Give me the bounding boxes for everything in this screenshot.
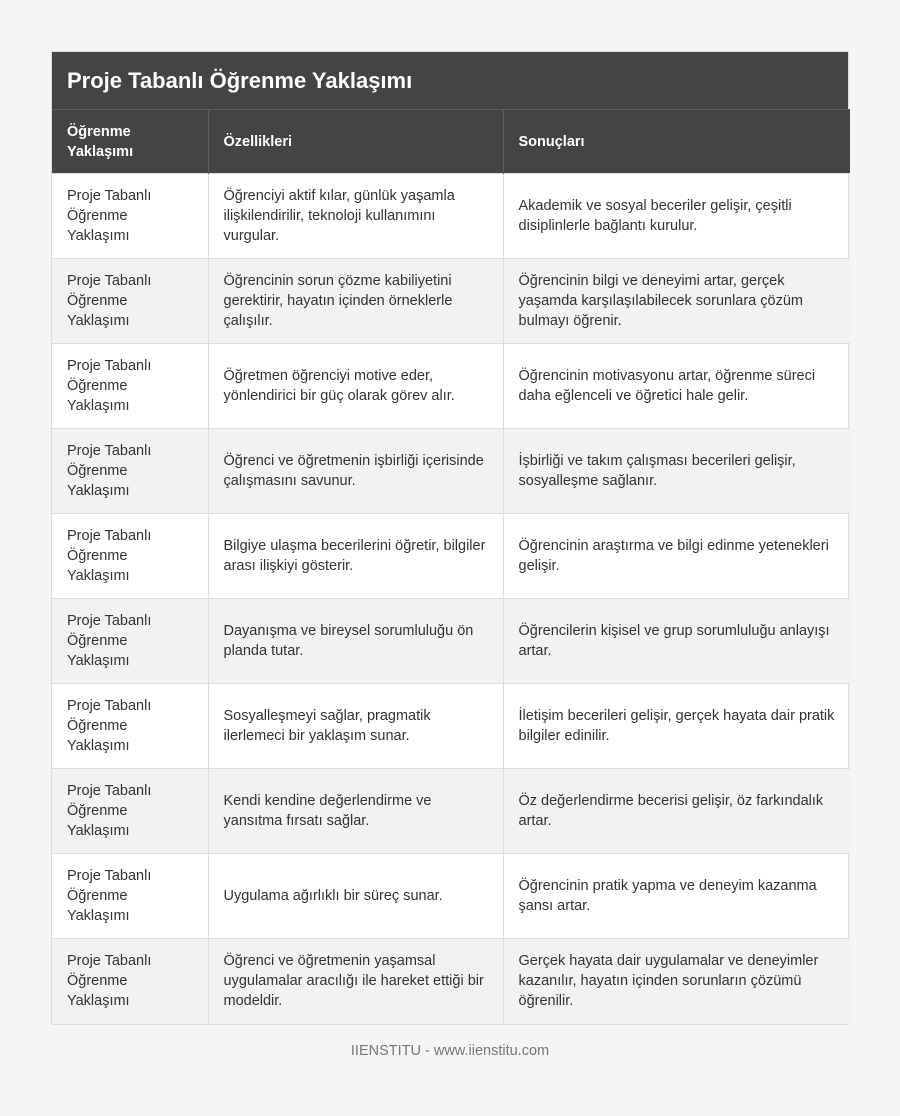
- table-row: [52, 939, 850, 1024]
- cell-results: Öğrencinin araştırma ve bilgi edinme yetenekleri gelişir.: [503, 514, 850, 599]
- table-row: [52, 174, 850, 259]
- cell-results: İletişim becerileri gelişir, gerçek hayata dair pratik bilgiler edinilir.: [503, 684, 850, 769]
- footer-credit: IIENSTITU - www.iienstitu.com: [350, 1043, 550, 1059]
- cell-features: Sosyalleşmeyi sağlar, pragmatik ilerlemeci bir yaklaşım sunar.: [208, 684, 503, 769]
- column-header-approach: Öğrenme Yaklaşımı: [52, 110, 208, 174]
- column-header-features: Özellikleri: [208, 110, 503, 174]
- table-card: [51, 51, 849, 1025]
- cell-results: Öğrencinin bilgi ve deneyimi artar, gerçek yaşamda karşılaşılabilecek sorunlara çözüm bulmayı öğrenir.: [503, 259, 850, 344]
- table-row: [52, 259, 850, 344]
- cell-approach: Proje Tabanlı Öğrenme Yaklaşımı: [52, 514, 208, 599]
- table-row: [52, 344, 850, 429]
- cell-results: Öğrencilerin kişisel ve grup sorumluluğu anlayışı artar.: [503, 599, 850, 684]
- table-row: [52, 854, 850, 939]
- cell-features: Öğrencinin sorun çözme kabiliyetini gerektirir, hayatın içinden örneklerle çalışılır.: [208, 259, 503, 344]
- cell-features: Kendi kendine değerlendirme ve yansıtma fırsatı sağlar.: [208, 769, 503, 854]
- cell-approach: Proje Tabanlı Öğrenme Yaklaşımı: [52, 854, 208, 939]
- cell-approach: Proje Tabanlı Öğrenme Yaklaşımı: [52, 939, 208, 1024]
- cell-approach: Proje Tabanlı Öğrenme Yaklaşımı: [52, 429, 208, 514]
- cell-features: Dayanışma ve bireysel sorumluluğu ön planda tutar.: [208, 599, 503, 684]
- cell-results: Öğrencinin motivasyonu artar, öğrenme süreci daha eğlenceli ve öğretici hale gelir.: [503, 344, 850, 429]
- cell-results: Öz değerlendirme becerisi gelişir, öz farkındalık artar.: [503, 769, 850, 854]
- cell-results: İşbirliği ve takım çalışması becerileri gelişir, sosyalleşme sağlanır.: [503, 429, 850, 514]
- table-title: Proje Tabanlı Öğrenme Yaklaşımı: [52, 52, 848, 109]
- cell-features: Öğrenci ve öğretmenin işbirliği içerisinde çalışmasını savunur.: [208, 429, 503, 514]
- header-row: [52, 110, 850, 174]
- cell-features: Öğrenci ve öğretmenin yaşamsal uygulamalar aracılığı ile hareket ettiği bir modeldir.: [208, 939, 503, 1024]
- table-row: [52, 514, 850, 599]
- cell-features: Öğrenciyi aktif kılar, günlük yaşamla ilişkilendirilir, teknoloji kullanımını vurgular.: [208, 174, 503, 259]
- cell-approach: Proje Tabanlı Öğrenme Yaklaşımı: [52, 259, 208, 344]
- cell-results: Öğrencinin pratik yapma ve deneyim kazanma şansı artar.: [503, 854, 850, 939]
- cell-results: Gerçek hayata dair uygulamalar ve deneyimler kazanılır, hayatın içinden sorunların çözümü öğrenilir.: [503, 939, 850, 1024]
- cell-results: Akademik ve sosyal beceriler gelişir, çeşitli disiplinlerle bağlantı kurulur.: [503, 174, 850, 259]
- cell-approach: Proje Tabanlı Öğrenme Yaklaşımı: [52, 684, 208, 769]
- table-row: [52, 769, 850, 854]
- cell-features: Öğretmen öğrenciyi motive eder, yönlendirici bir güç olarak görev alır.: [208, 344, 503, 429]
- cell-approach: Proje Tabanlı Öğrenme Yaklaşımı: [52, 344, 208, 429]
- table-row: [52, 684, 850, 769]
- data-table: [52, 109, 850, 1024]
- cell-approach: Proje Tabanlı Öğrenme Yaklaşımı: [52, 174, 208, 259]
- column-header-results: Sonuçları: [503, 110, 850, 174]
- table-row: [52, 599, 850, 684]
- cell-features: Bilgiye ulaşma becerilerini öğretir, bilgiler arası ilişkiyi gösterir.: [208, 514, 503, 599]
- cell-approach: Proje Tabanlı Öğrenme Yaklaşımı: [52, 769, 208, 854]
- table-row: [52, 429, 850, 514]
- cell-features: Uygulama ağırlıklı bir süreç sunar.: [208, 854, 503, 939]
- cell-approach: Proje Tabanlı Öğrenme Yaklaşımı: [52, 599, 208, 684]
